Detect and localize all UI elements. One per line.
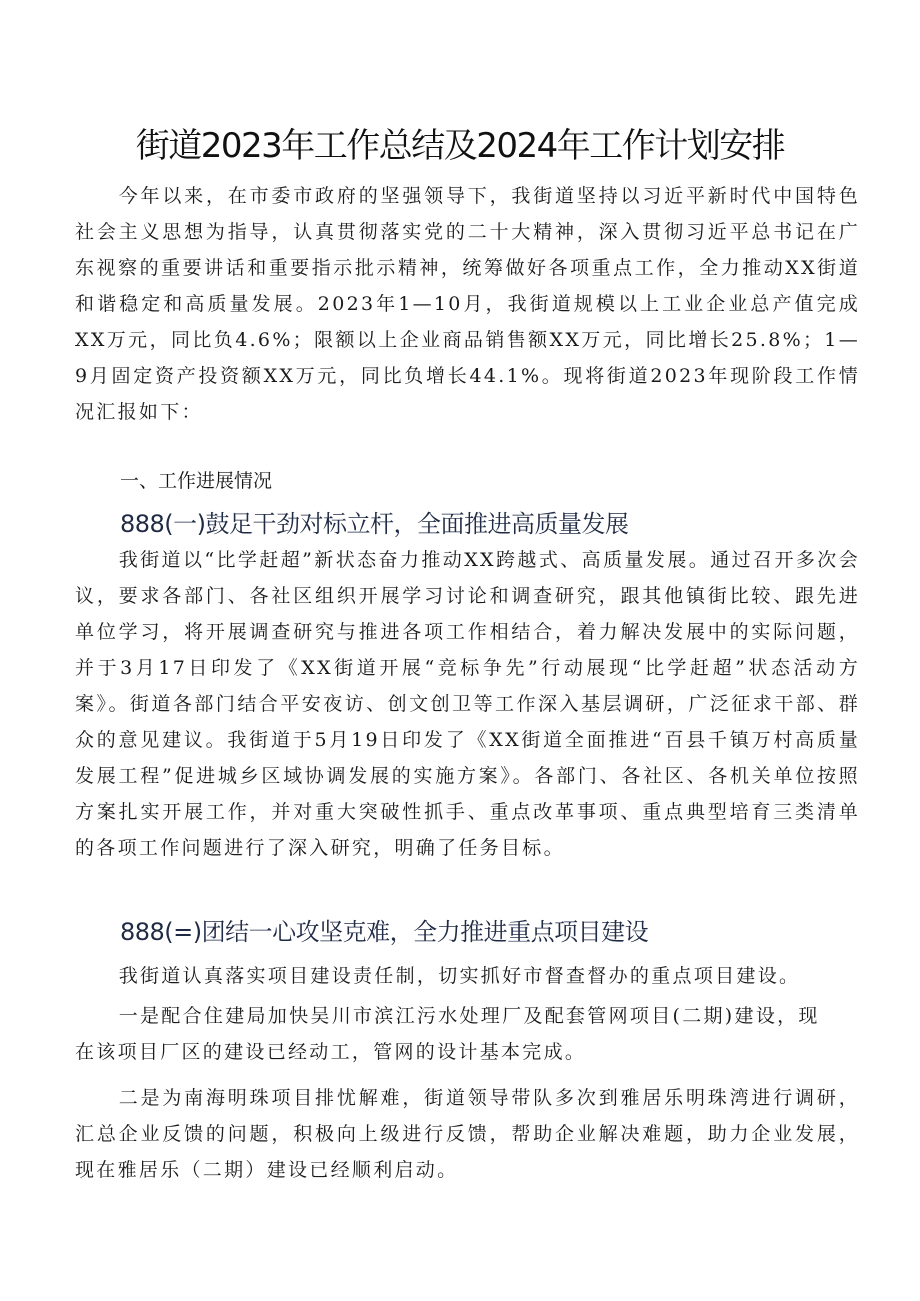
subsection-b-paragraph-2: [75, 998, 860, 1070]
subsection-heading-a: 888(一)鼓足干劲对标立杆，全面推进高质量发展: [120, 510, 629, 538]
intro-paragraph: 今年以来，在市委市政府的坚强领导下，我街道坚持以习近平新时代中国特色社会主义思想为指导，认真贯彻落实党的二十大精神，深入贯彻习近平总书记在广东视察的重要讲话和重要指示批示精神，统筹做好各项重点工作，全力推动XX街道和谐稳定和高质量发展。2023年1—10月，我街道规模以上工业企业总产值完成XX万元，同比负4.6%；限额以上企业商品销售额XX万元，同比增长25.8%；1—9月固定资产投资额XX万元，同比负增长44.1%。现将街道2023年现阶段工作情况汇报如下：: [75, 185, 860, 423]
paragraph-2-line-2: 在该项目厂区的建设已经动工，管网的设计基本完成。: [75, 1041, 587, 1063]
document-title: 街道2023年工作总结及2024年工作计划安排: [135, 126, 785, 166]
section-heading-progress: 一、工作进展情况: [120, 470, 273, 492]
subsection-b-paragraph-1: 我街道认真落实项目建设责任制，切实抓好市督查督办的重点项目建设。: [118, 965, 801, 987]
subsection-b-paragraph-3: 二是为南海明珠项目排忧解难，街道领导带队多次到雅居乐明珠湾进行调研，汇总企业反馈的问题，积极向上级进行反馈，帮助企业解决难题，助力企业发展，现在雅居乐（二期）建设已经顺利启动。: [75, 1087, 860, 1181]
paragraph-2-line-1: 一是配合住建局加快吴川市滨江污水处理厂及配套管网项目(二期)建设，现: [118, 1005, 820, 1027]
subsection-heading-b: 888(=)团结一心攻坚克难，全力推进重点项目建设: [120, 918, 649, 946]
subsection-a-paragraph: 我街道以“比学赶超”新状态奋力推动XX跨越式、高质量发展。通过召开多次会议，要求各部门、各社区组织开展学习讨论和调查研究，跟其他镇街比较、跟先进单位学习，将开展调查研究与推进各项工作相结合，着力解决发展中的实际问题，并于3月17日印发了《XX街道开展“竞标争先”行动展现“比学赶超”状态活动方案》。街道各部门结合平安夜访、创文创卫等工作深入基层调研，广泛征求干部、群众的意见建议。我街道于5月19日印发了《XX街道全面推进“百县千镇万村高质量发展工程”促进城乡区域协调发展的实施方案》。各部门、各社区、各机关单位按照方案扎实开展工作，并对重大突破性抓手、重点改革事项、重点典型培育三类清单的各项工作问题进行了深入研究，明确了任务目标。: [75, 549, 860, 859]
